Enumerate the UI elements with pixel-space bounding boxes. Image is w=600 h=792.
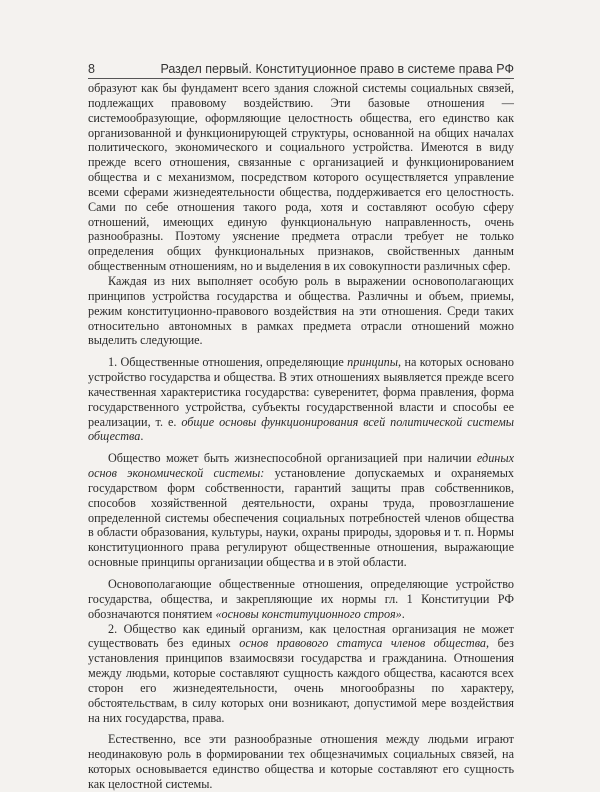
paragraph bbox=[88, 622, 514, 726]
paragraph-text: установление допускаемых и охраняемых государством форм собственности, гарантий защиты прав собственников, способов хозяйственной деятельности, охраны труда, провозглашение определенной системы обеспечения социальных потребностей членов общества в области образования, культуры, науки, охраны природы, здоровья и т. п. Нормы конституционного права регулируют общественные отношения, выражающие основные принципы организации общества и в этой области. bbox=[88, 466, 514, 570]
page-body bbox=[88, 81, 514, 792]
paragraph bbox=[88, 81, 514, 274]
paragraph-text: Общество может быть жизнеспособной организацией при наличии bbox=[108, 451, 477, 466]
running-title: Раздел первый. Конституционное право в системе права РФ bbox=[160, 62, 514, 76]
paragraph-text: . bbox=[401, 606, 405, 621]
header-rule bbox=[88, 78, 514, 79]
page-number: 8 bbox=[88, 62, 95, 76]
italic-term: общие основы функционирования всей политической системы общества bbox=[88, 414, 514, 444]
paragraph-text: . bbox=[140, 429, 144, 444]
italic-term: единых основ экономической системы: bbox=[88, 451, 514, 481]
paragraph-text: без установления принципов взаимосвязи государства и гражданина. Отношения между людьми, которые составляют сущность каждого общества, касаются всех сторон его жизнедеятельности, очень многообразны по характеру, обстоятельствам, в силу которых они возникают, допустимой мере воздействия на них государства, права. bbox=[88, 636, 514, 725]
italic-term: основ правового статуса членов общества, bbox=[239, 636, 490, 651]
paragraph bbox=[88, 274, 514, 348]
paragraph-text: , на которых основано устройство государства и общества. В этих отношениях выявляется прежде всего качественная характеристика государства: суверенитет, форма правления, форма государственного устройства, субъекты государственной власти и способы ее реализации, т. е. bbox=[88, 355, 514, 429]
paragraph-text: Основополагающие общественные отношения, определяющие устройство государства, общества, и закрепляющие их нормы гл. 1 Конституции РФ обозначаются понятием bbox=[88, 577, 514, 621]
paragraph bbox=[88, 451, 514, 570]
paragraph-text: образуют как бы фундамент всего здания сложной системы социальных связей, подлежащих правовому воздействию. Эти базовые отношения — системообразующие, оформляющие целостность общества, его единство как организованной и функционирующей структуры, основанной на общих началах политического, экономического и социального устройства. Имеются в виду прежде всего отношения, связанные с организацией и функционированием общества и с механизмом, посредством которого осуществляется управление всеми сферами жизнедеятельности общества, поддерживается его целостность. Сами по себе отношения такого рода, хотя и составляют особую сферу отношений, имеющих единую функциональную направленность, очень разнообразны. Поэтому уяснение предмета отрасли требует не только определения общих функциональных признаков, свойственных данным общественным отношениям, но и выделения в их совокупности различных сфер. bbox=[88, 81, 514, 274]
paragraph-text: 1. Общественные отношения, определяющие bbox=[108, 355, 348, 370]
paragraph-text: Каждая из них выполняет особую роль в выражении основополагающих принципов устройства государства и общества. Различны и объем, приемы, режим конституционно-правового воздействия на эти отношения. Среди таких относительно автономных в рамках предмета отрасли отношений можно выделить следующие. bbox=[88, 273, 514, 348]
paragraph bbox=[88, 577, 514, 622]
running-header bbox=[88, 56, 514, 76]
paragraph-text: 2. Общество как единый организм, как целостная организация не может существовать без единых bbox=[88, 621, 514, 651]
italic-term: «основы конституционного строя» bbox=[215, 606, 402, 621]
paragraph bbox=[88, 355, 514, 444]
italic-term: принципы bbox=[347, 355, 399, 370]
paragraph-text: Естественно, все эти разнообразные отношения между людьми играют неодинаковую роль в формировании тех общезначимых социальных связей, на которых основывается единство общества и которые составляют его сущность как целостной системы. bbox=[88, 732, 514, 791]
paragraph bbox=[88, 732, 514, 791]
